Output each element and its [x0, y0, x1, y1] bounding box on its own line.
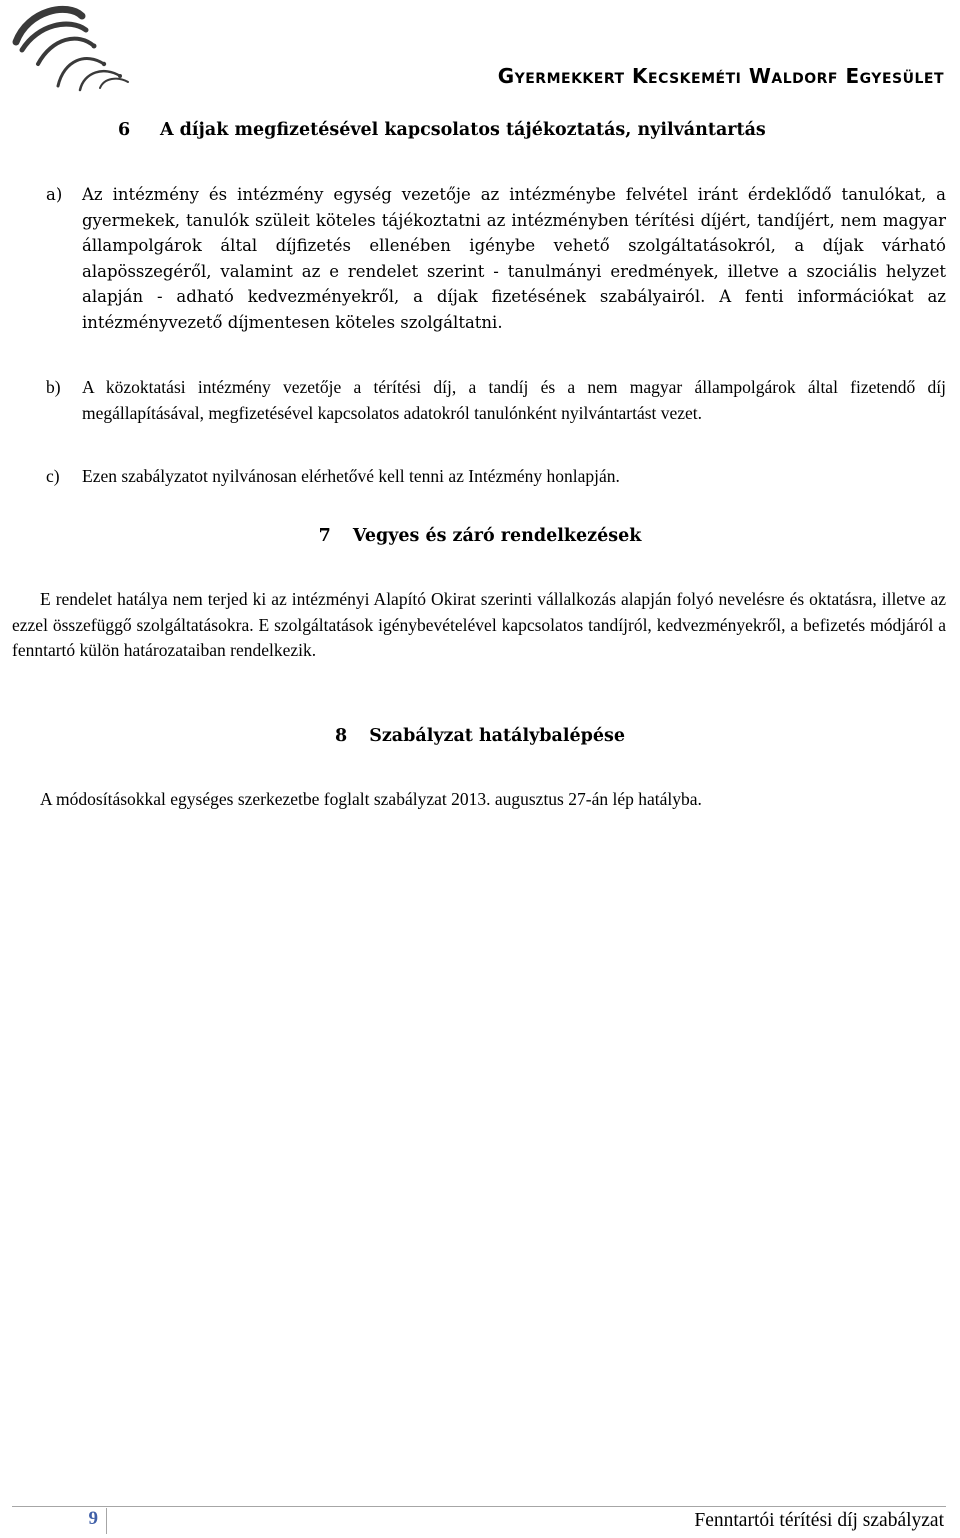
list-item-text: Az intézmény és intézmény egység vezetője az intézménybe felvétel iránt érdeklődő tanulókat, a gyermekek, tanulók szüleit köteles tájékoztatni az intézményben térítési díjért, tandíjért, nem magyar állampolgárok által díjfizetés ellenében igénybe vehető szolgáltatásokról, a díjak várható alapösszegéről, valamint az e rendelet szerint - tanulmányi eredmények, illetve a szociális helyzet alapján - adható kedvezményekről, a díjak fizetésének szabályairól. A fenti információkat az intézményvezető díjmentesen köteles szolgáltatni. — [82, 185, 946, 332]
section-7-number: 7 — [318, 526, 331, 546]
footer-divider — [12, 1506, 946, 1507]
list-item-text: Ezen szabályzatot nyilvánosan elérhetővé kell tenni az Intézmény honlapján. — [82, 466, 620, 486]
footer-document-title: Fenntartói térítési díj szabályzat — [694, 1510, 944, 1531]
list-item-label: b) — [46, 377, 61, 397]
list-item-label: c) — [46, 466, 60, 486]
list-item-a — [46, 182, 946, 336]
list-item-c — [46, 464, 946, 490]
organization-name: Gyermekkert Kecskeméti Waldorf Egyesület — [497, 64, 944, 88]
section-7-heading — [0, 526, 960, 546]
section-6-title: A díjak megfizetésével kapcsolatos tájékoztatás, nyilvántartás — [160, 120, 766, 140]
page-number: 9 — [12, 1508, 107, 1534]
section-6-number: 6 — [118, 120, 131, 140]
section-7-title: Vegyes és záró rendelkezések — [352, 526, 642, 546]
list-item-b — [46, 375, 946, 426]
list-item-text: A közoktatási intézmény vezetője a térítési díj, a tandíj és a nem magyar állampolgárok által fizetendő díj megállapításával, megfizetésével kapcsolatos adatokról tanulónként nyilvántartást vezet. — [82, 377, 946, 423]
list-item-label: a) — [46, 185, 63, 204]
section-7-paragraph: E rendelet hatálya nem terjed ki az intézményi Alapító Okirat szerinti vállalkozás alapján folyó nevelésre és oktatásra, illetve az ezzel összefüggő szolgáltatásokra. E szolgáltatások igénybevételével kapcsolatos tandíjról, kedvezményekről, a befizetés módjáról a fenntartó külön határozataiban rendelkezik. — [12, 589, 946, 661]
section-6-heading — [118, 120, 766, 140]
section-8-number: 8 — [335, 726, 348, 746]
section-8-title: Szabályzat hatálybalépése — [369, 726, 625, 746]
waldorf-swirl-logo-icon — [8, 2, 133, 92]
section-8-paragraph: A módosításokkal egységes szerkezetbe foglalt szabályzat 2013. augusztus 27-án lép hatályba. — [40, 789, 702, 809]
section-8-heading — [0, 726, 960, 746]
